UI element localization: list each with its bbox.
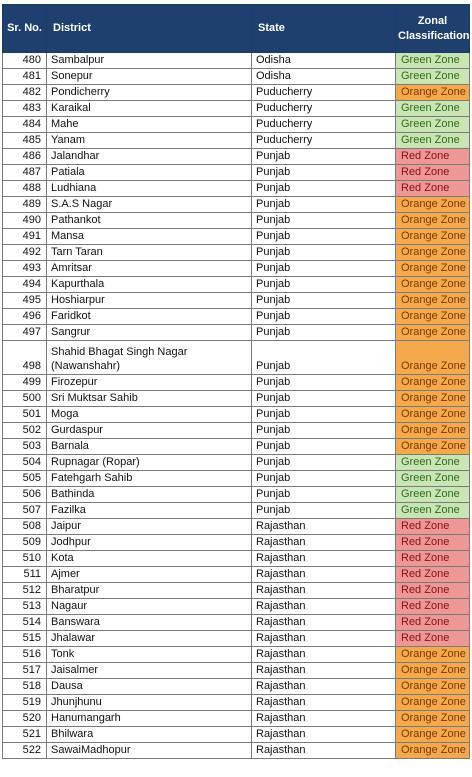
cell-state: Punjab [252, 503, 396, 519]
cell-zone: Orange Zone [396, 391, 470, 407]
table-body [3, 53, 470, 759]
cell-sr-no: 491 [3, 229, 47, 245]
table-row [3, 567, 470, 583]
table-row [3, 229, 470, 245]
table-row [3, 439, 470, 455]
cell-state: Punjab [252, 277, 396, 293]
cell-zone: Red Zone [396, 615, 470, 631]
cell-state: Puducherry [252, 133, 396, 149]
cell-state: Rajasthan [252, 519, 396, 535]
cell-zone: Orange Zone [396, 229, 470, 245]
cell-zone: Red Zone [396, 165, 470, 181]
cell-sr-no: 509 [3, 535, 47, 551]
cell-state: Punjab [252, 261, 396, 277]
cell-zone: Red Zone [396, 599, 470, 615]
cell-district: Bharatpur [47, 583, 252, 599]
table-row [3, 133, 470, 149]
cell-district: Ludhiana [47, 181, 252, 197]
cell-district: Bathinda [47, 487, 252, 503]
cell-state: Rajasthan [252, 567, 396, 583]
cell-sr-no: 510 [3, 551, 47, 567]
cell-district: SawaiMadhopur [47, 743, 252, 759]
table-row [3, 53, 470, 69]
cell-sr-no: 518 [3, 679, 47, 695]
cell-zone: Orange Zone [396, 647, 470, 663]
cell-district: Tonk [47, 647, 252, 663]
cell-sr-no: 488 [3, 181, 47, 197]
cell-district: Barnala [47, 439, 252, 455]
cell-sr-no: 490 [3, 213, 47, 229]
table-row [3, 309, 470, 325]
cell-state: Odisha [252, 69, 396, 85]
cell-sr-no: 496 [3, 309, 47, 325]
cell-zone: Green Zone [396, 455, 470, 471]
cell-sr-no: 507 [3, 503, 47, 519]
table-row [3, 261, 470, 277]
cell-zone: Orange Zone [396, 407, 470, 423]
cell-zone: Red Zone [396, 551, 470, 567]
cell-district: Mansa [47, 229, 252, 245]
cell-sr-no: 487 [3, 165, 47, 181]
cell-zone: Red Zone [396, 181, 470, 197]
table-row [3, 471, 470, 487]
cell-zone: Orange Zone [396, 711, 470, 727]
table-row [3, 325, 470, 341]
cell-zone: Orange Zone [396, 85, 470, 101]
cell-district: Moga [47, 407, 252, 423]
cell-district: Kota [47, 551, 252, 567]
cell-district: Gurdaspur [47, 423, 252, 439]
cell-zone: Orange Zone [396, 439, 470, 455]
cell-sr-no: 522 [3, 743, 47, 759]
cell-district: Sri Muktsar Sahib [47, 391, 252, 407]
cell-sr-no: 514 [3, 615, 47, 631]
cell-state: Punjab [252, 181, 396, 197]
cell-state: Rajasthan [252, 663, 396, 679]
cell-district: Patiala [47, 165, 252, 181]
table-row [3, 583, 470, 599]
cell-sr-no: 495 [3, 293, 47, 309]
cell-sr-no: 497 [3, 325, 47, 341]
cell-sr-no: 500 [3, 391, 47, 407]
cell-district: Hoshiarpur [47, 293, 252, 309]
table-row [3, 391, 470, 407]
cell-zone: Orange Zone [396, 325, 470, 341]
cell-sr-no: 484 [3, 117, 47, 133]
cell-state: Punjab [252, 341, 396, 375]
table-row [3, 277, 470, 293]
cell-sr-no: 492 [3, 245, 47, 261]
cell-district: Rupnagar (Ropar) [47, 455, 252, 471]
table-row [3, 599, 470, 615]
cell-district: Shahid Bhagat Singh Nagar (Nawanshahr) [47, 341, 252, 375]
table-row [3, 711, 470, 727]
cell-district: Karaikal [47, 101, 252, 117]
cell-state: Rajasthan [252, 647, 396, 663]
table-row [3, 487, 470, 503]
cell-zone: Green Zone [396, 101, 470, 117]
table-row [3, 245, 470, 261]
cell-district: Mahe [47, 117, 252, 133]
cell-sr-no: 506 [3, 487, 47, 503]
cell-state: Punjab [252, 471, 396, 487]
cell-sr-no: 505 [3, 471, 47, 487]
cell-district: Amritsar [47, 261, 252, 277]
cell-zone: Red Zone [396, 567, 470, 583]
cell-zone: Green Zone [396, 133, 470, 149]
cell-sr-no: 508 [3, 519, 47, 535]
cell-zone: Red Zone [396, 519, 470, 535]
table-header-row [3, 5, 470, 53]
cell-zone: Green Zone [396, 487, 470, 503]
cell-sr-no: 512 [3, 583, 47, 599]
cell-state: Odisha [252, 53, 396, 69]
cell-zone: Green Zone [396, 117, 470, 133]
table-row [3, 455, 470, 471]
cell-state: Punjab [252, 391, 396, 407]
cell-sr-no: 516 [3, 647, 47, 663]
cell-district: Bhilwara [47, 727, 252, 743]
cell-zone: Orange Zone [396, 663, 470, 679]
cell-sr-no: 504 [3, 455, 47, 471]
cell-zone: Green Zone [396, 503, 470, 519]
cell-district: Sangrur [47, 325, 252, 341]
cell-sr-no: 481 [3, 69, 47, 85]
table-row [3, 743, 470, 759]
cell-state: Puducherry [252, 85, 396, 101]
cell-state: Rajasthan [252, 631, 396, 647]
table-row [3, 101, 470, 117]
cell-sr-no: 501 [3, 407, 47, 423]
cell-district: Fazilka [47, 503, 252, 519]
table-row [3, 181, 470, 197]
table-row [3, 165, 470, 181]
table-row [3, 423, 470, 439]
cell-zone: Green Zone [396, 53, 470, 69]
cell-district: Tarn Taran [47, 245, 252, 261]
cell-sr-no: 515 [3, 631, 47, 647]
cell-state: Punjab [252, 439, 396, 455]
cell-state: Rajasthan [252, 535, 396, 551]
cell-district: Fatehgarh Sahib [47, 471, 252, 487]
table-row [3, 293, 470, 309]
cell-state: Rajasthan [252, 695, 396, 711]
cell-district: Yanam [47, 133, 252, 149]
table-row [3, 197, 470, 213]
cell-sr-no: 499 [3, 375, 47, 391]
cell-zone: Red Zone [396, 583, 470, 599]
cell-district: Pondicherry [47, 85, 252, 101]
cell-state: Rajasthan [252, 599, 396, 615]
cell-zone: Orange Zone [396, 261, 470, 277]
table-row [3, 631, 470, 647]
cell-district: Sonepur [47, 69, 252, 85]
table-row [3, 117, 470, 133]
table-row [3, 551, 470, 567]
header-zonal-classification: Zonal Classification [396, 5, 470, 53]
table-row [3, 727, 470, 743]
cell-state: Rajasthan [252, 551, 396, 567]
cell-district: Faridkot [47, 309, 252, 325]
table-row [3, 375, 470, 391]
cell-state: Punjab [252, 487, 396, 503]
cell-zone: Orange Zone [396, 727, 470, 743]
cell-sr-no: 486 [3, 149, 47, 165]
cell-state: Punjab [252, 423, 396, 439]
cell-sr-no: 519 [3, 695, 47, 711]
cell-sr-no: 483 [3, 101, 47, 117]
cell-sr-no: 489 [3, 197, 47, 213]
cell-zone: Orange Zone [396, 341, 470, 375]
cell-state: Punjab [252, 407, 396, 423]
cell-zone: Orange Zone [396, 293, 470, 309]
zonal-classification-table [2, 4, 470, 759]
cell-zone: Green Zone [396, 69, 470, 85]
table-row [3, 647, 470, 663]
cell-district: Jaipur [47, 519, 252, 535]
cell-district: Banswara [47, 615, 252, 631]
zonal-classification-table-container [2, 4, 470, 759]
cell-zone: Orange Zone [396, 423, 470, 439]
cell-district: Jhalawar [47, 631, 252, 647]
cell-state: Puducherry [252, 117, 396, 133]
cell-district: Firozepur [47, 375, 252, 391]
cell-state: Rajasthan [252, 679, 396, 695]
table-row [3, 85, 470, 101]
cell-district: Kapurthala [47, 277, 252, 293]
table-row [3, 341, 470, 375]
cell-state: Punjab [252, 213, 396, 229]
cell-district: Jhunjhunu [47, 695, 252, 711]
cell-state: Rajasthan [252, 583, 396, 599]
cell-sr-no: 503 [3, 439, 47, 455]
cell-state: Rajasthan [252, 615, 396, 631]
cell-state: Punjab [252, 455, 396, 471]
table-row [3, 407, 470, 423]
cell-district: Sambalpur [47, 53, 252, 69]
cell-state: Rajasthan [252, 743, 396, 759]
cell-zone: Orange Zone [396, 245, 470, 261]
header-sr-no: Sr. No. [3, 5, 47, 53]
cell-zone: Orange Zone [396, 375, 470, 391]
cell-sr-no: 517 [3, 663, 47, 679]
cell-state: Punjab [252, 293, 396, 309]
cell-sr-no: 513 [3, 599, 47, 615]
table-row [3, 695, 470, 711]
cell-state: Punjab [252, 165, 396, 181]
header-state: State [252, 5, 396, 53]
table-row [3, 535, 470, 551]
table-row [3, 503, 470, 519]
cell-sr-no: 494 [3, 277, 47, 293]
cell-state: Punjab [252, 375, 396, 391]
cell-zone: Red Zone [396, 631, 470, 647]
header-district: District [47, 5, 252, 53]
cell-district: Jalandhar [47, 149, 252, 165]
cell-zone: Red Zone [396, 535, 470, 551]
cell-state: Punjab [252, 197, 396, 213]
cell-zone: Orange Zone [396, 309, 470, 325]
cell-sr-no: 511 [3, 567, 47, 583]
cell-zone: Orange Zone [396, 277, 470, 293]
table-row [3, 69, 470, 85]
cell-sr-no: 521 [3, 727, 47, 743]
cell-state: Punjab [252, 149, 396, 165]
cell-zone: Orange Zone [396, 743, 470, 759]
cell-state: Punjab [252, 229, 396, 245]
cell-sr-no: 502 [3, 423, 47, 439]
cell-state: Rajasthan [252, 711, 396, 727]
table-row [3, 663, 470, 679]
cell-state: Punjab [252, 325, 396, 341]
cell-district: Jodhpur [47, 535, 252, 551]
cell-state: Puducherry [252, 101, 396, 117]
cell-zone: Green Zone [396, 471, 470, 487]
cell-district: Hanumangarh [47, 711, 252, 727]
cell-sr-no: 485 [3, 133, 47, 149]
table-row [3, 213, 470, 229]
cell-district: Pathankot [47, 213, 252, 229]
cell-district: Jaisalmer [47, 663, 252, 679]
cell-zone: Red Zone [396, 149, 470, 165]
cell-district: Ajmer [47, 567, 252, 583]
cell-zone: Orange Zone [396, 679, 470, 695]
cell-sr-no: 480 [3, 53, 47, 69]
cell-state: Punjab [252, 245, 396, 261]
cell-zone: Orange Zone [396, 213, 470, 229]
cell-state: Rajasthan [252, 727, 396, 743]
table-row [3, 519, 470, 535]
cell-zone: Orange Zone [396, 197, 470, 213]
table-row [3, 679, 470, 695]
cell-sr-no: 493 [3, 261, 47, 277]
cell-sr-no: 482 [3, 85, 47, 101]
cell-sr-no: 520 [3, 711, 47, 727]
table-row [3, 615, 470, 631]
cell-district: S.A.S Nagar [47, 197, 252, 213]
cell-sr-no: 498 [3, 341, 47, 375]
cell-district: Nagaur [47, 599, 252, 615]
cell-district: Dausa [47, 679, 252, 695]
table-row [3, 149, 470, 165]
cell-state: Punjab [252, 309, 396, 325]
cell-zone: Orange Zone [396, 695, 470, 711]
